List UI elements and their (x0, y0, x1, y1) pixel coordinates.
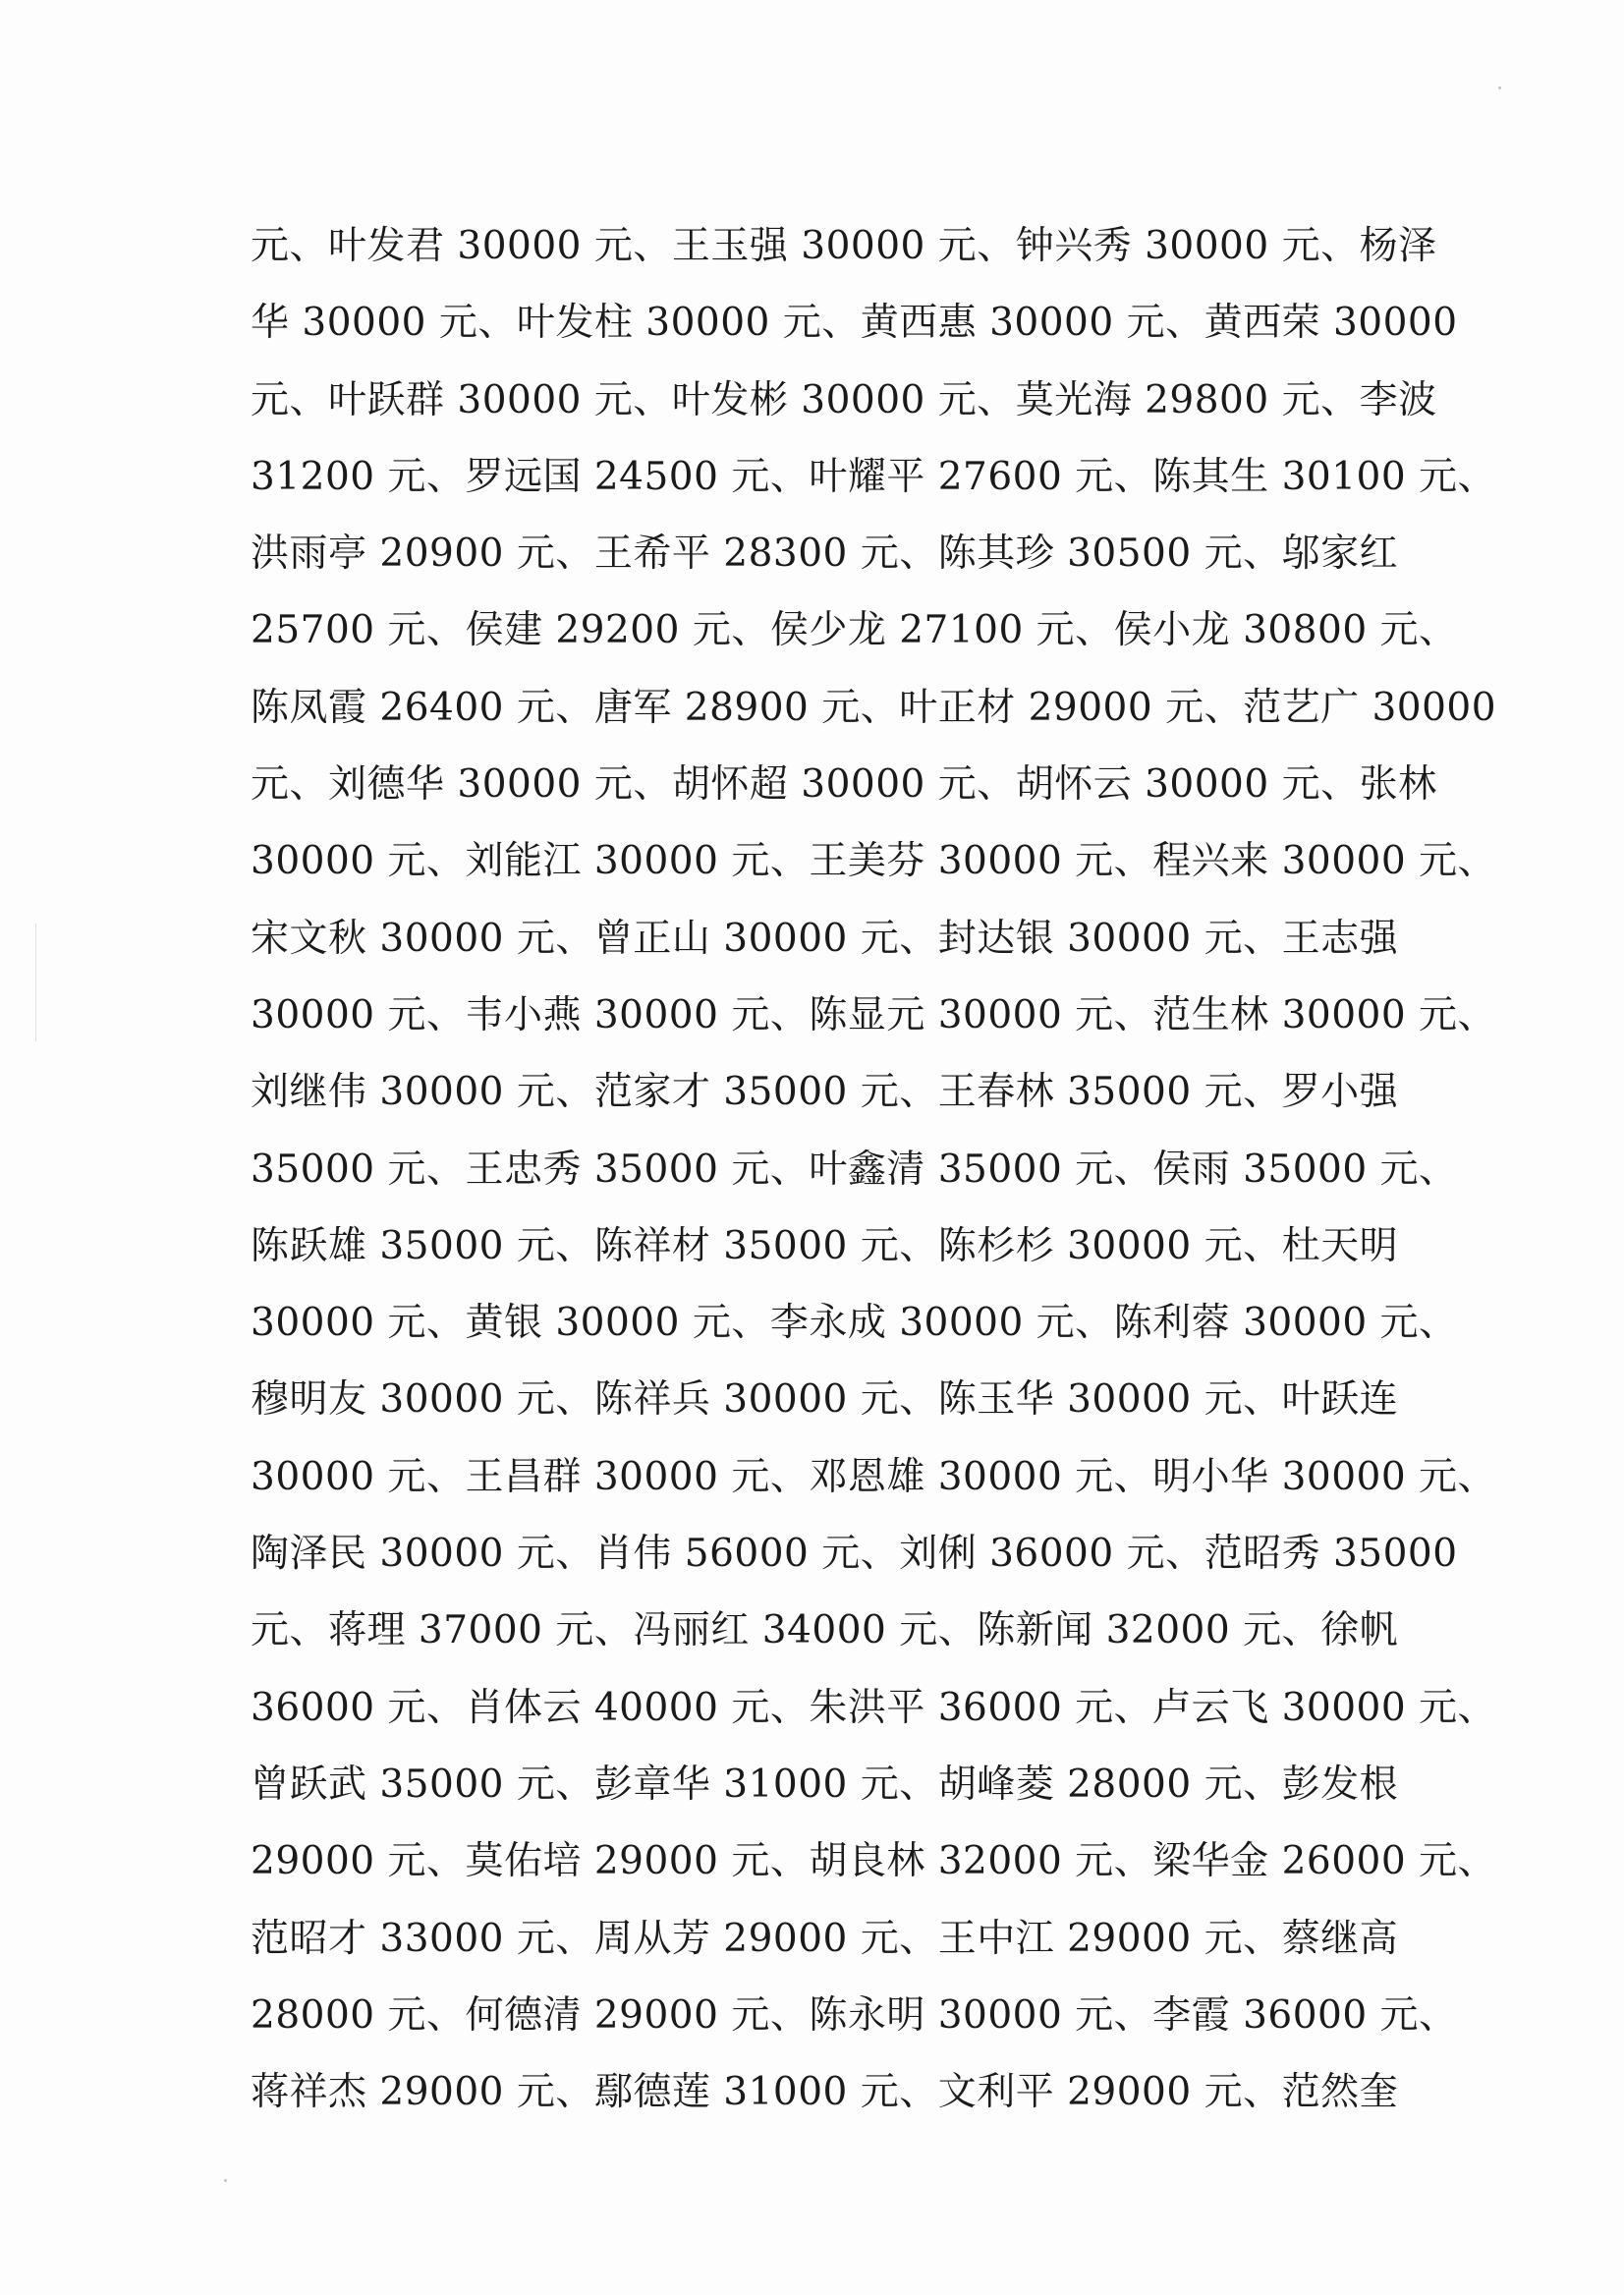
text-line: 30000 元、王昌群 30000 元、邓恩雄 30000 元、明小华 30000 元、 (251, 1454, 1497, 1499)
text-line: 范昭才 33000 元、周从芳 29000 元、王中江 29000 元、蔡继高 (251, 1916, 1399, 1961)
text-line: 华 30000 元、叶发柱 30000 元、黄西惠 30000 元、黄西荣 30000 (251, 301, 1458, 346)
text-line: 28000 元、何德清 29000 元、陈永明 30000 元、李霞 36000 元、 (251, 1992, 1458, 2038)
text-line: 29000 元、莫佑培 29000 元、胡良林 32000 元、梁华金 26000 元、 (251, 1839, 1497, 1884)
text-line: 30000 元、刘能江 30000 元、王美芬 30000 元、程兴来 30000 元、 (251, 839, 1497, 884)
text-line: 元、蒋理 37000 元、冯丽红 34000 元、陈新闻 32000 元、徐帆 (251, 1608, 1399, 1653)
text-line: 陈跃雄 35000 元、陈祥材 35000 元、陈杉杉 30000 元、杜天明 (251, 1223, 1399, 1268)
text-line: 25700 元、侯建 29200 元、侯少龙 27100 元、侯小龙 30800 元、 (251, 608, 1458, 653)
text-line: 宋文秋 30000 元、曾正山 30000 元、封达银 30000 元、王志强 (251, 916, 1399, 961)
text-line: 洪雨亭 20900 元、王希平 28300 元、陈其珍 30500 元、邬家红 (251, 532, 1399, 577)
text-line: 蒋祥杰 29000 元、鄢德莲 31000 元、文利平 29000 元、范然奎 (251, 2070, 1399, 2115)
scan-speck (224, 2179, 227, 2182)
scan-edge-mark (35, 924, 36, 1041)
text-line: 36000 元、肖体云 40000 元、朱洪平 36000 元、卢云飞 30000 元、 (251, 1685, 1497, 1730)
text-line: 30000 元、韦小燕 30000 元、陈显元 30000 元、范生林 30000 元、 (251, 992, 1497, 1037)
text-line: 曾跃武 35000 元、彭章华 31000 元、胡峰菱 28000 元、彭发根 (251, 1762, 1399, 1807)
text-line: 穆明友 30000 元、陈祥兵 30000 元、陈玉华 30000 元、叶跃连 (251, 1377, 1399, 1423)
text-line: 元、叶跃群 30000 元、叶发彬 30000 元、莫光海 29800 元、李波 (251, 377, 1437, 422)
text-line: 陈凤霞 26400 元、唐军 28900 元、叶正材 29000 元、范艺广 30000 (251, 685, 1497, 730)
text-line: 刘继伟 30000 元、范家才 35000 元、王春林 35000 元、罗小强 (251, 1070, 1399, 1115)
text-line: 元、刘德华 30000 元、胡怀超 30000 元、胡怀云 30000 元、张林 (251, 762, 1437, 808)
text-line: 35000 元、王忠秀 35000 元、叶鑫清 35000 元、侯雨 35000 元、 (251, 1147, 1458, 1192)
scan-speck (1498, 86, 1501, 89)
text-line: 31200 元、罗远国 24500 元、叶耀平 27600 元、陈其生 30100 元、 (251, 454, 1497, 499)
text-line: 30000 元、黄银 30000 元、李永成 30000 元、陈利蓉 30000 元、 (251, 1301, 1458, 1346)
document-body (251, 208, 1497, 2131)
text-line: 陶泽民 30000 元、肖伟 56000 元、刘俐 36000 元、范昭秀 35000 (251, 1532, 1458, 1577)
text-line: 元、叶发君 30000 元、王玉强 30000 元、钟兴秀 30000 元、杨泽 (251, 224, 1437, 268)
